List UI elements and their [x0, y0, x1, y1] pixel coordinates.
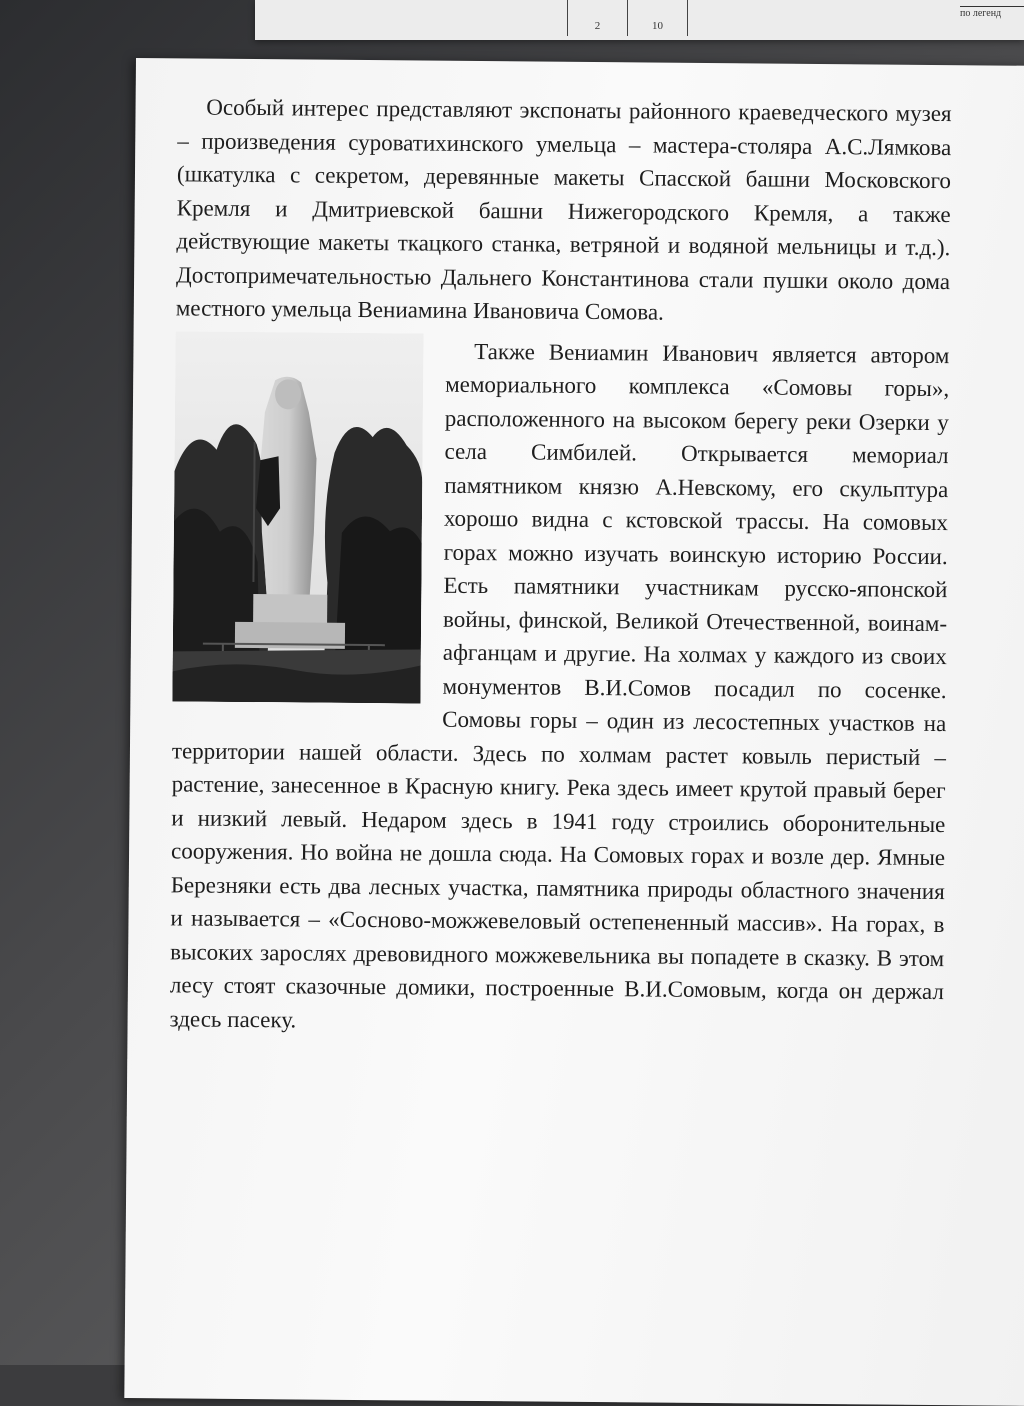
monument-photo-image — [172, 331, 423, 703]
page-content — [169, 90, 951, 1042]
paragraph-2: Также Вениамин Иванович является автором мемориального комплекса «Сомовы горы», расположенного на высоком берегу реки Озерки у села Симбилей. Открывается мемориал памятником князю А.Невскому, его скульптура хорошо видна с кстовской трассы. На сомовых горах можно изучать воинскую историю России. Есть памятники участникам русско-японской войны, финской, Великой Отечественной, воинам-афганцам и другие. На холмах у каждого из своих монументов В.И.Сомов посадил по сосенке. Сомовы горы – один из лесостепных участков на территории нашей области. Здесь по холмам растет ковыль перистый – растение, занесенное в Красную книгу. Река здесь имеет крутой правый берег и низкий левый. Недаром здесь в 1941 году строились оборонительные сооружения. Но война не дошла сюда. На Сомовых горах и возле дер. Ямные Березняки есть два лесных участка, памятника природы областного значения и называется – «Сосново-можжевеловый остепененный массив». На горах, в высоких зарослях древовидного можжевельника вы попадете в сказку. В этом лесу стоят сказочные домики, построенные В.И.Сомовым, когда он держал здесь пасеку. — [169, 332, 949, 1042]
table-cell: 10 — [628, 0, 688, 36]
sheet-corner-text: по легенд — [960, 6, 1024, 19]
document-page — [124, 58, 1024, 1406]
table-cell: 2 — [568, 0, 628, 36]
background-sheet — [255, 0, 1024, 40]
background-table — [567, 0, 688, 36]
monument-photo — [172, 331, 423, 703]
paragraph-1: Особый интерес представляют экспонаты районного краеведческого музея – произведения суроватихинского умельца – мастера-столяра А.С.Лямкова (шкатулка с секретом, деревянные макеты Спасской башни Московского Кремля и Дмитриевской башни Нижегородского Кремля, а также действующие макеты ткацкого станка, ветряной и водяной мельницы и т.д.). Достопримечательностью Дальнего Константинова стали пушки около дома местного умельца Вениамина Ивановича Сомова. — [176, 90, 952, 331]
